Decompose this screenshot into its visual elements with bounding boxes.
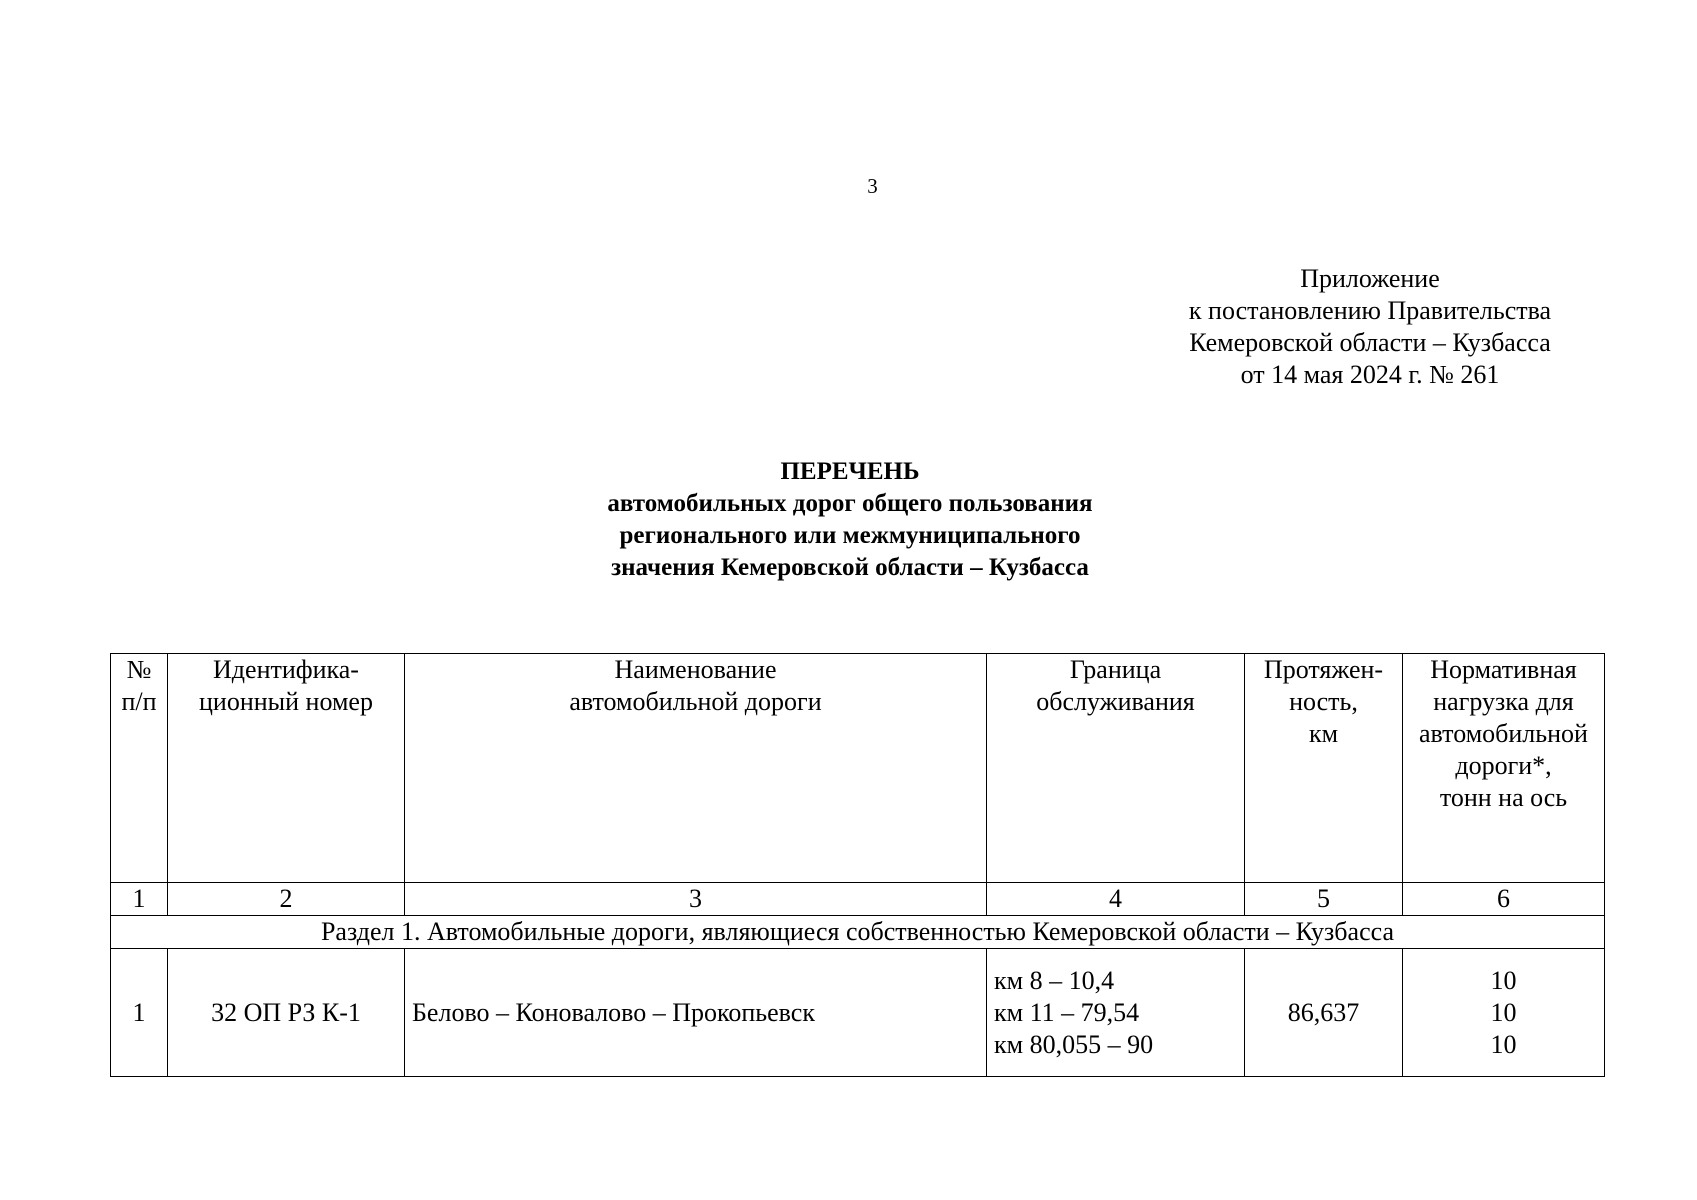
row-id: 32 ОП РЗ К-1 [168,949,405,1077]
boundary-line: км 80,055 – 90 [994,1029,1154,1059]
column-number-row [111,883,1605,916]
boundary-line: км 11 – 79,54 [994,997,1140,1027]
appendix-line: от 14 мая 2024 г. № 261 [1240,360,1500,389]
roads-table [110,653,1605,1077]
header-cell-length: Протяжен- ность, км [1245,654,1403,883]
table-header-row [111,654,1605,883]
column-number: 6 [1403,883,1605,916]
table-row [111,949,1605,1077]
load-value: 10 [1490,997,1517,1027]
header-cell-load: Нормативная нагрузка для автомобильной дороги*, тонн на ось [1403,654,1605,883]
column-number: 2 [168,883,405,916]
title-line: значения Кемеровской области – Кузбасса [611,554,1089,581]
boundary-line: км 8 – 10,4 [994,965,1115,995]
appendix-line: Кемеровской области – Кузбасса [1189,328,1551,357]
section-title: Раздел 1. Автомобильные дороги, являющиеся собственностью Кемеровской области – Кузбасса [111,916,1605,949]
title-line: автомобильных дорог общего пользования [607,490,1093,517]
column-number: 3 [405,883,987,916]
header-cell-name: Наименование автомобильной дороги [405,654,987,883]
column-number: 4 [987,883,1245,916]
title-heading: ПЕРЕЧЕНЬ [780,458,920,485]
section-row [111,916,1605,949]
row-number: 1 [111,949,168,1077]
page-number: 3 [867,174,878,198]
row-road-name: Белово – Коновалово – Прокопьевск [405,949,987,1077]
header-cell-id: Идентифика- ционный номер [168,654,405,883]
row-length: 86,637 [1245,949,1403,1077]
appendix-line: Приложение [1300,264,1440,293]
header-cell-number: № п/п [111,654,168,883]
column-number: 1 [111,883,168,916]
row-loads [1403,949,1605,1077]
row-boundaries [987,949,1245,1077]
document-title [500,456,1200,584]
title-line: регионального или межмуниципального [619,522,1081,549]
load-value: 10 [1490,1029,1517,1059]
appendix-line: к постановлению Правительства [1188,296,1552,325]
column-number: 5 [1245,883,1403,916]
appendix-block [1160,263,1580,391]
header-cell-boundary: Граница обслуживания [987,654,1245,883]
load-value: 10 [1490,965,1517,995]
